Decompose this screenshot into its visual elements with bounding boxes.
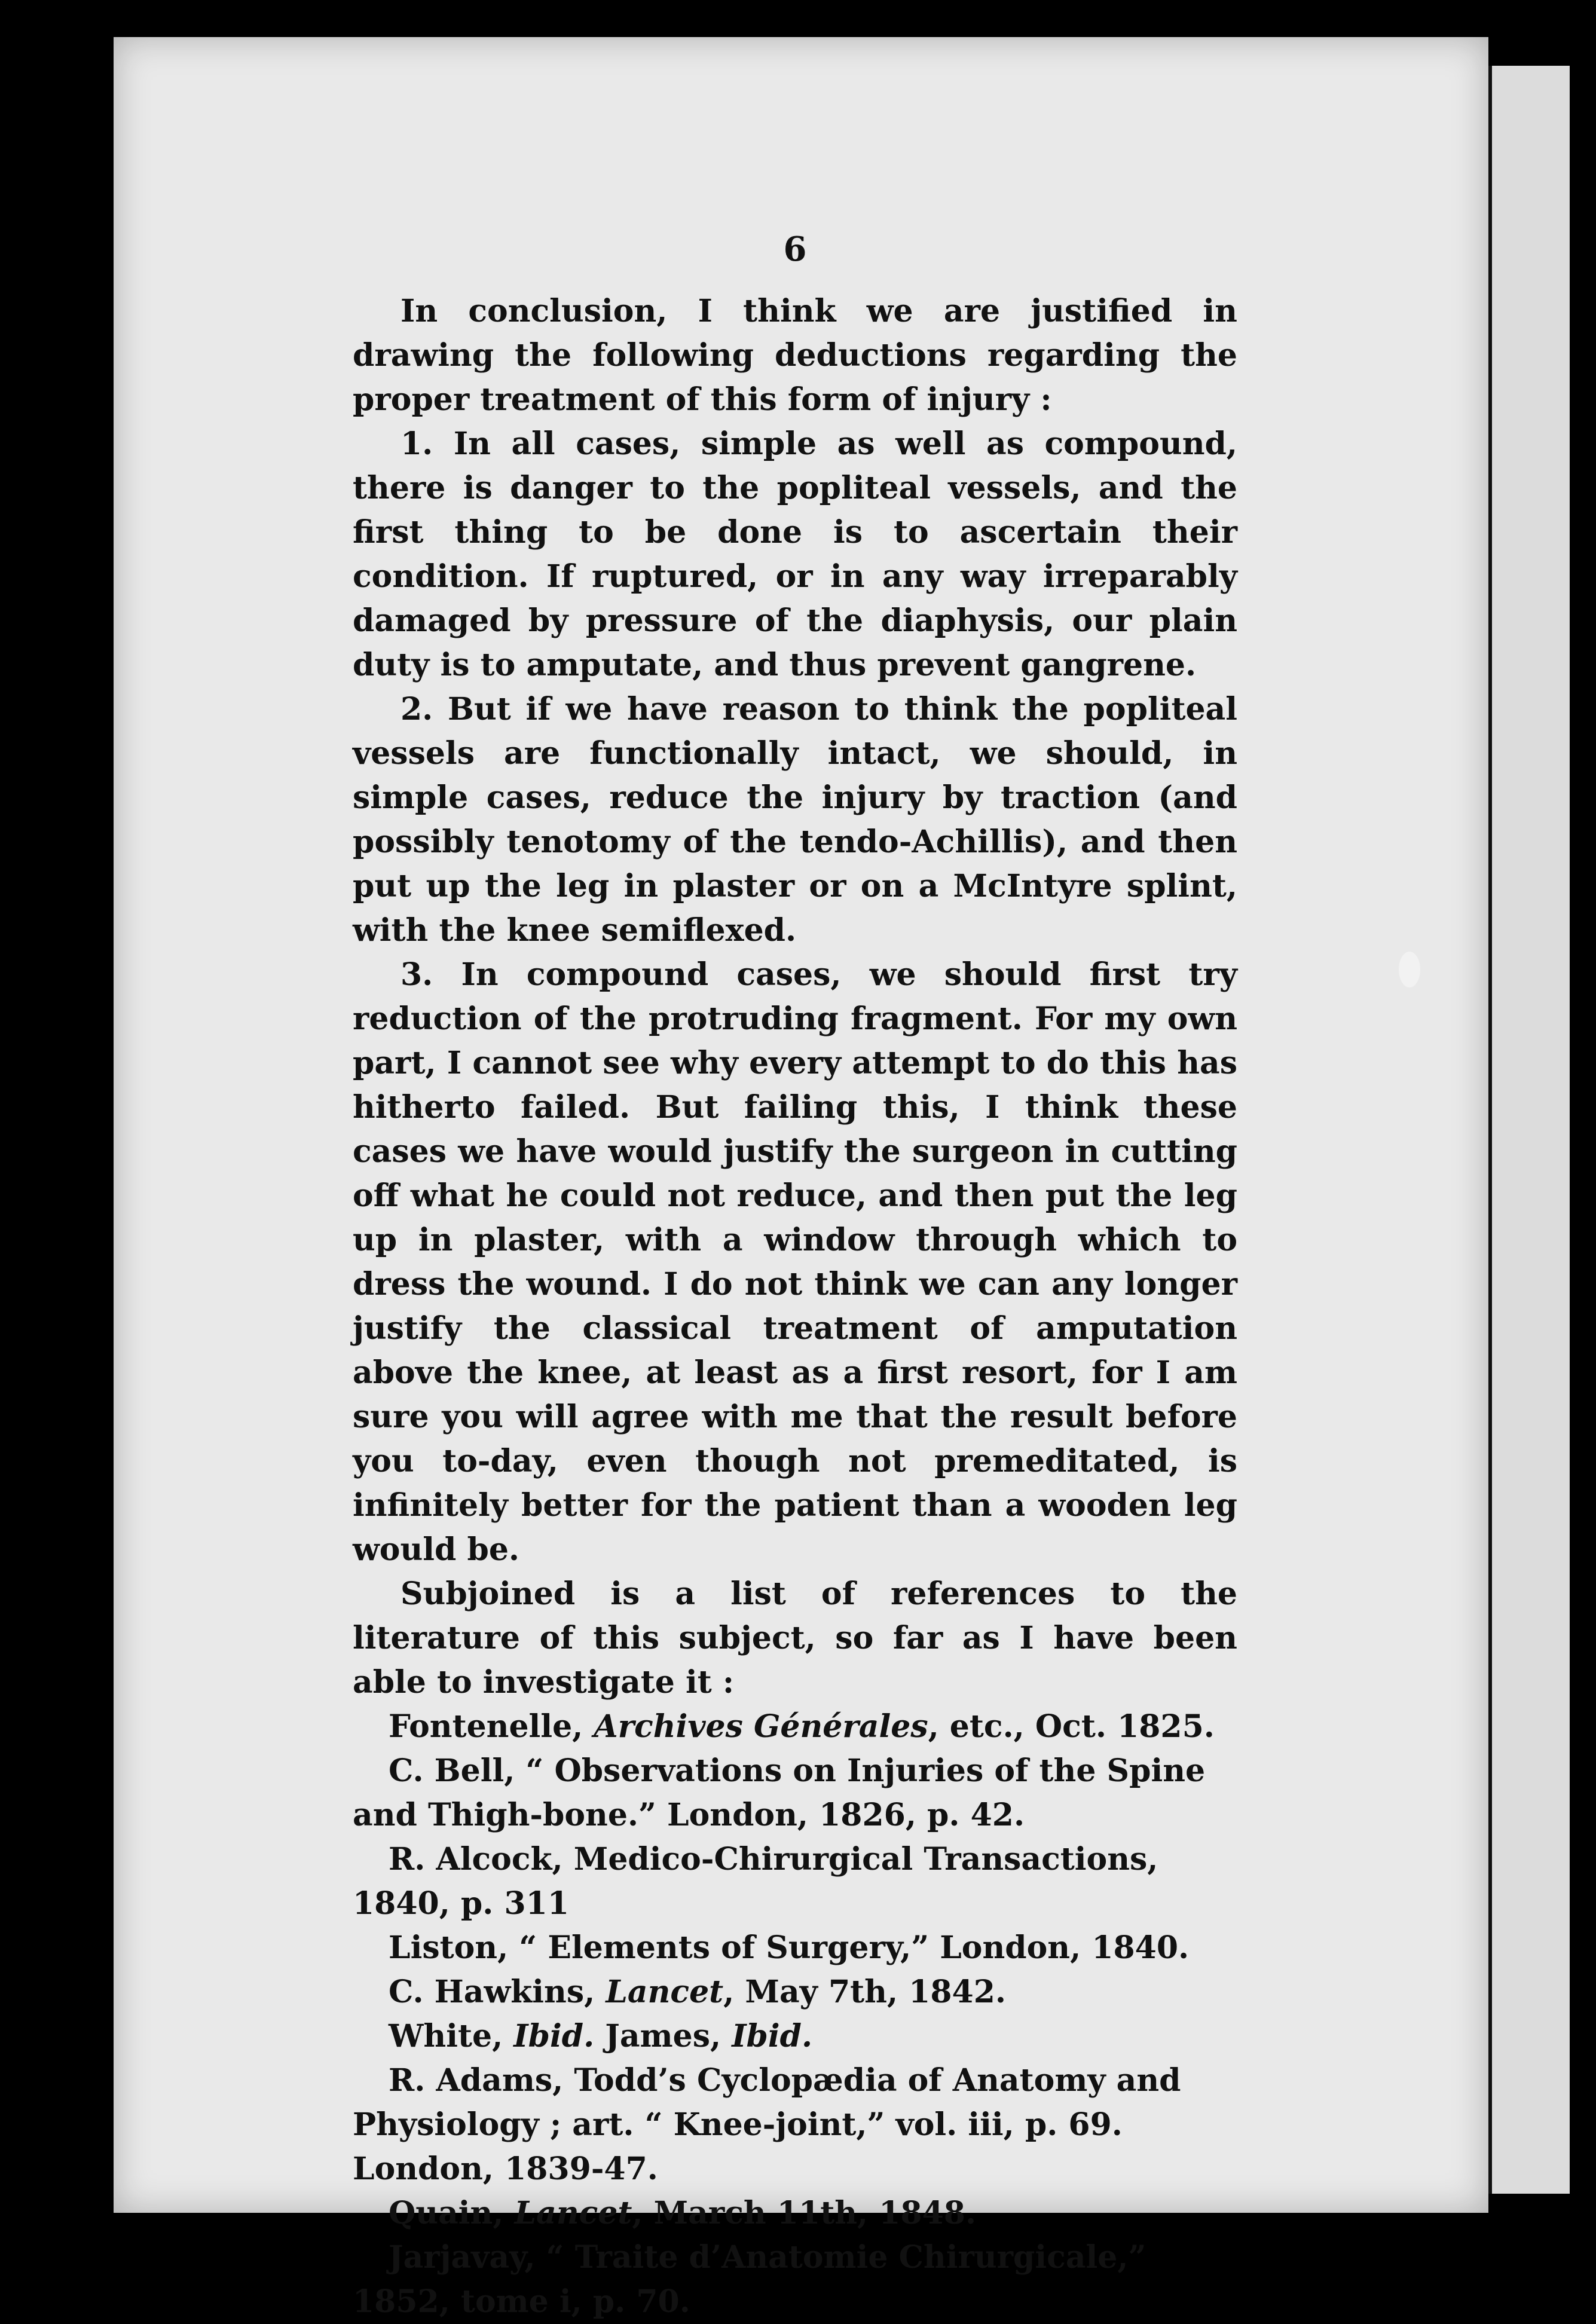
reference-item bbox=[353, 2059, 1237, 2191]
reference-item bbox=[353, 2236, 1237, 2324]
reference-text: R. Alcock, Medico-Chirurgical Transactions, 1840, p. 311 bbox=[353, 1841, 1158, 1922]
reference-text: Jarjavay, “ Traite d’Anatomie Chirurgicale,” 1852, tome i, p. 70. bbox=[353, 2239, 1146, 2320]
paragraph-point-2: 2. But if we have reason to think the popliteal vessels are functionally intact, we should, in simple cases, reduce the injury by traction (and possibly tenotomy of the tendo-Achillis), and then put up the leg in plaster or on a McIntyre splint, with the knee semiflexed. bbox=[353, 691, 1237, 949]
reference-text: James, bbox=[594, 2018, 732, 2054]
reference-item bbox=[353, 2191, 1237, 2236]
reference-item bbox=[353, 2014, 1237, 2059]
paragraph-point-1: 1. In all cases, simple as well as compound, there is danger to the popliteal vessels, and the first thing to be done is to ascertain their condition. If ruptured, or in any way irreparably damaged by pressure of the diaphysis, our plain duty is to amputate, and thus prevent gangrene. bbox=[353, 426, 1237, 683]
reference-text: Quain, bbox=[389, 2195, 515, 2231]
reference-item bbox=[353, 1926, 1237, 1970]
reference-item bbox=[353, 1705, 1237, 1749]
reference-title: Lancet bbox=[514, 2195, 632, 2231]
scan-speck bbox=[1399, 952, 1420, 987]
reference-text: Liston, “ Elements of Surgery,” London, 1840. bbox=[389, 1929, 1190, 1966]
reference-item bbox=[353, 1837, 1237, 1926]
reference-text: C. Bell, “ Observations on Injuries of the Spine and Thigh-bone.” London, 1826, p. 42. bbox=[353, 1753, 1206, 1833]
reference-text: R. Adams, Todd’s Cyclopædia of Anatomy and Physiology ; art. “ Knee-joint,” vol. iii, p. 69. London, 1839-47. bbox=[353, 2062, 1181, 2187]
reference-title: Ibid. bbox=[513, 2018, 595, 2054]
reference-text: , May 7th, 1842. bbox=[723, 1974, 1006, 2010]
reference-text: , etc., Oct. 1825. bbox=[928, 1708, 1215, 1745]
page-text bbox=[353, 227, 1237, 2324]
reference-item bbox=[353, 1749, 1237, 1837]
paragraph-point-3: 3. In compound cases, we should first try reduction of the protruding fragment. For my own part, I cannot see why every attempt to do this has hitherto failed. But failing this, I think these cases we have would justify the surgeon in cutting off what he could not reduce, and then put the leg up in plaster, with a window through which to dress the wound. I do not think we can any longer justify the classical treatment of amputation above the knee, at least as a first resort, for I am sure you will agree with me that the result before you to-day, even though not premeditated, is infinitely better for the patient than a wooden leg would be. bbox=[353, 956, 1237, 1568]
reference-text: , March 11th, 1848. bbox=[632, 2195, 977, 2231]
page-number: 6 bbox=[783, 230, 807, 269]
reference-text: White, bbox=[389, 2018, 514, 2054]
paragraph-references-intro: Subjoined is a list of references to the literature of this subject, so far as I have been able to investigate it : bbox=[353, 1576, 1237, 1701]
reference-text: C. Hawkins, bbox=[389, 1974, 606, 2010]
reference-text: Fontenelle, bbox=[389, 1708, 594, 1745]
paragraph-conclusion: In conclusion, I think we are justified in drawing the following deductions regarding the proper treatment of this form of injury : bbox=[353, 293, 1237, 418]
adjacent-page-edge bbox=[1488, 66, 1570, 2194]
reference-title: Ibid. bbox=[732, 2018, 813, 2054]
reference-item bbox=[353, 1970, 1237, 2014]
reference-title: Archives Générales bbox=[594, 1708, 928, 1745]
reference-title: Lancet bbox=[606, 1974, 724, 2010]
